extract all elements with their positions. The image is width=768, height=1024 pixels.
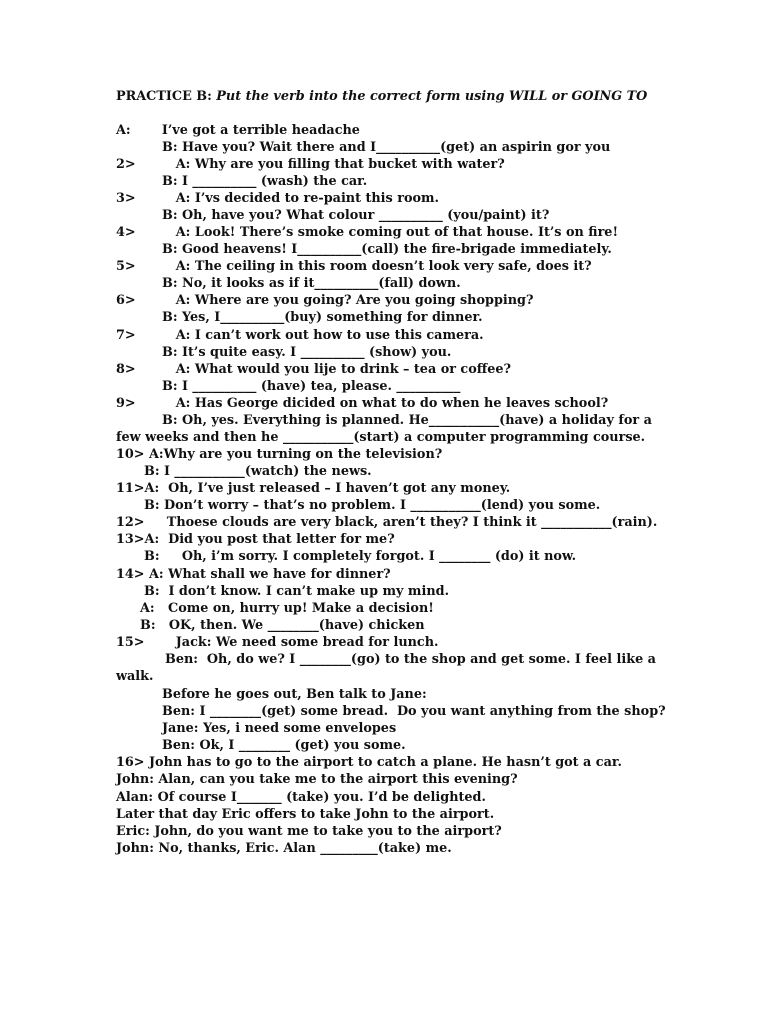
exercise-line-21: B: I ___________(watch) the news. xyxy=(144,464,372,479)
exercise-line-26: B: Oh, i’m sorry. I completely forgot. I ________ (do) it now. xyxy=(144,549,577,564)
exercise-line-40: Alan: Of course I_______ (take) you. I’d be delighted. xyxy=(116,790,486,805)
exercise-line-18: B: Oh, yes. Everything is planned. He___________(have) a holiday for a xyxy=(162,413,652,428)
exercise-line-41: Later that day Eric offers to take John to the airport. xyxy=(116,807,495,822)
exercise-line-5: 3> A: I’vs decided to re-paint this room. xyxy=(116,191,440,206)
exercise-line-1: A: I’ve got a terrible headache xyxy=(116,123,360,138)
exercise-line-9: 5> A: The ceiling in this room doesn’t look very safe, does it? xyxy=(116,259,592,274)
worksheet-title xyxy=(116,88,647,105)
exercise-line-11: 6> A: Where are you going? Are you going shopping? xyxy=(116,293,534,308)
exercise-line-7: 4> A: Look! There’s smoke coming out of that house. It’s on fire! xyxy=(116,225,619,240)
exercise-line-17: 9> A: Has George dicided on what to do when he leaves school? xyxy=(116,396,609,411)
exercise-line-30: B: OK, then. We ________(have) chicken xyxy=(140,618,425,633)
exercise-line-31: 15> Jack: We need some bread for lunch. xyxy=(116,635,439,650)
exercise-line-22: 11>A: Oh, I’ve just released – I haven’t got any money. xyxy=(116,481,511,496)
exercise-line-25: 13>A: Did you post that letter for me? xyxy=(116,532,395,547)
exercise-line-15: 8> A: What would you lije to drink – tea or coffee? xyxy=(116,362,512,377)
exercise-line-29: A: Come on, hurry up! Make a decision! xyxy=(140,601,434,616)
exercise-line-35: Ben: I ________(get) some bread. Do you want anything from the shop? xyxy=(162,704,666,719)
exercise-line-34: Before he goes out, Ben talk to Jane: xyxy=(162,687,427,702)
exercise-line-36: Jane: Yes, i need some envelopes xyxy=(162,721,397,736)
exercise-line-38: 16> John has to go to the airport to catch a plane. He hasn’t got a car. xyxy=(116,755,622,770)
exercise-line-16: B: I __________ (have) tea, please. __________ xyxy=(162,379,461,394)
exercise-line-24: 12> Thoese clouds are very black, aren’t they? I think it ___________(rain). xyxy=(116,515,658,530)
exercise-line-12: B: Yes, I__________(buy) something for dinner. xyxy=(162,310,483,325)
exercise-line-4: B: I __________ (wash) the car. xyxy=(162,174,368,189)
exercise-line-8: B: Good heavens! I__________(call) the fire-brigade immediately. xyxy=(162,242,612,257)
exercise-line-39: John: Alan, can you take me to the airport this evening? xyxy=(116,772,518,787)
title-instruction: Put the verb into the correct form using WILL or GOING TO xyxy=(216,89,648,104)
exercise-line-32: Ben: Oh, do we? I ________(go) to the shop and get some. I feel like a xyxy=(165,652,656,667)
exercise-line-6: B: Oh, have you? What colour __________ (you/paint) it? xyxy=(162,208,550,223)
exercise-line-28: B: I don’t know. I can’t make up my mind. xyxy=(144,584,450,599)
exercise-line-20: 10> A:Why are you turning on the television? xyxy=(116,447,443,462)
exercise-line-2: B: Have you? Wait there and I__________(get) an aspirin gor you xyxy=(162,140,611,155)
exercise-line-19: few weeks and then he ___________(start) a computer programming course. xyxy=(116,430,646,445)
exercise-line-23: B: Don’t worry – that’s no problem. I ___________(lend) you some. xyxy=(144,498,601,513)
exercise-line-3: 2> A: Why are you filling that bucket with water? xyxy=(116,157,505,172)
title-label: PRACTICE B: xyxy=(116,89,217,104)
exercise-line-37: Ben: Ok, I ________ (get) you some. xyxy=(162,738,406,753)
exercise-line-43: John: No, thanks, Eric. Alan _________(take) me. xyxy=(116,841,452,856)
exercise-line-27: 14> A: What shall we have for dinner? xyxy=(116,567,391,582)
exercise-line-33: walk. xyxy=(116,669,154,684)
exercise-line-14: B: It’s quite easy. I __________ (show) you. xyxy=(162,345,452,360)
exercise-line-10: B: No, it looks as if it__________(fall) down. xyxy=(162,276,461,291)
exercise-line-42: Eric: John, do you want me to take you to the airport? xyxy=(116,824,502,839)
exercise-line-13: 7> A: I can’t work out how to use this camera. xyxy=(116,328,484,343)
